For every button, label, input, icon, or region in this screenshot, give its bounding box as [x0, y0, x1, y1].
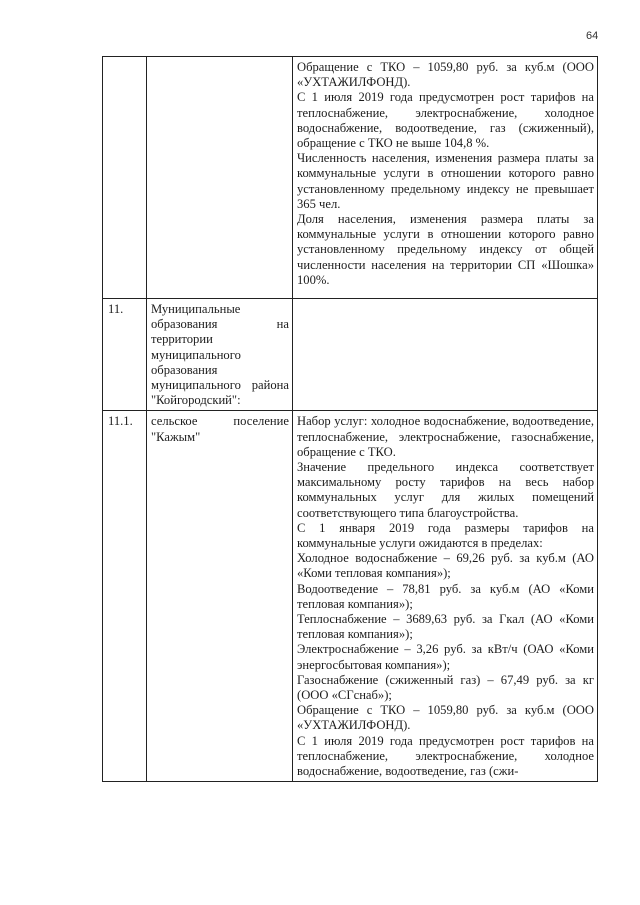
tariff-description — [293, 57, 598, 299]
description-paragraph: Численность населения, изменения размера платы за коммунальные услуги в отношении которого равно установленному предельному индексу не превышает 365 чел. — [297, 151, 594, 211]
municipality-name: Муниципальные образования на территории муниципального образования муниципального района "Койгородский": — [147, 299, 293, 411]
municipality-name — [147, 57, 293, 299]
description-paragraph: Холодное водоснабжение – 69,26 руб. за куб.м (АО «Коми тепловая компания»); — [297, 551, 594, 581]
description-paragraph: Водоотведение – 78,81 руб. за куб.м (АО «Коми тепловая компания»); — [297, 581, 594, 611]
table-row — [103, 411, 598, 782]
description-paragraph: С 1 июля 2019 года предусмотрен рост тарифов на теплоснабжение, электроснабжение, холодное водоснабжение, водоотведение, газ (сжи- — [297, 733, 594, 779]
page-number: 64 — [586, 30, 599, 42]
row-number: 11. — [103, 299, 147, 411]
tariff-description — [293, 299, 598, 411]
description-paragraph: Значение предельного индекса соответствует максимальному росту тарифов на весь набор коммунальных услуг для жилых помещений соответствующего типа благоустройства. — [297, 460, 594, 520]
row-number — [103, 57, 147, 299]
tariff-table — [102, 56, 598, 782]
table-row — [103, 299, 598, 411]
municipality-name: сельское поселение "Кажым" — [147, 411, 293, 782]
row-number: 11.1. — [103, 411, 147, 782]
tariff-description — [293, 411, 598, 782]
description-paragraph: С 1 января 2019 года размеры тарифов на коммунальные услуги ожидаются в пределах: — [297, 520, 594, 551]
description-paragraph: Обращение с ТКО – 1059,80 руб. за куб.м (ООО «УХТАЖИЛФОНД). — [297, 703, 594, 733]
description-paragraph: Обращение с ТКО – 1059,80 руб. за куб.м (ООО «УХТАЖИЛФОНД). — [297, 60, 594, 90]
description-paragraph: Набор услуг: холодное водоснабжение, водоотведение, теплоснабжение, электроснабжение, газоснабжение, обращение с ТКО. — [297, 414, 594, 459]
table-row — [103, 57, 598, 299]
description-paragraph: С 1 июля 2019 года предусмотрен рост тарифов на теплоснабжение, электроснабжение, холодное водоснабжение, водоотведение, газ (сжиженный), обращение с ТКО не выше 104,8 %. — [297, 90, 594, 151]
description-paragraph: Электроснабжение – 3,26 руб. за кВт/ч (ОАО «Коми энергосбытовая компания»); — [297, 642, 594, 672]
description-paragraph: Газоснабжение (сжиженный газ) – 67,49 руб. за кг (ООО «СГснаб»); — [297, 672, 594, 703]
description-paragraph: Теплоснабжение – 3689,63 руб. за Гкал (АО «Коми тепловая компания»); — [297, 612, 594, 642]
description-paragraph: Доля населения, изменения размера платы за коммунальные услуги в отношении которого равно установленному предельному индексу от общей численности населения на территории СП «Шошка» 100%. — [297, 212, 594, 287]
